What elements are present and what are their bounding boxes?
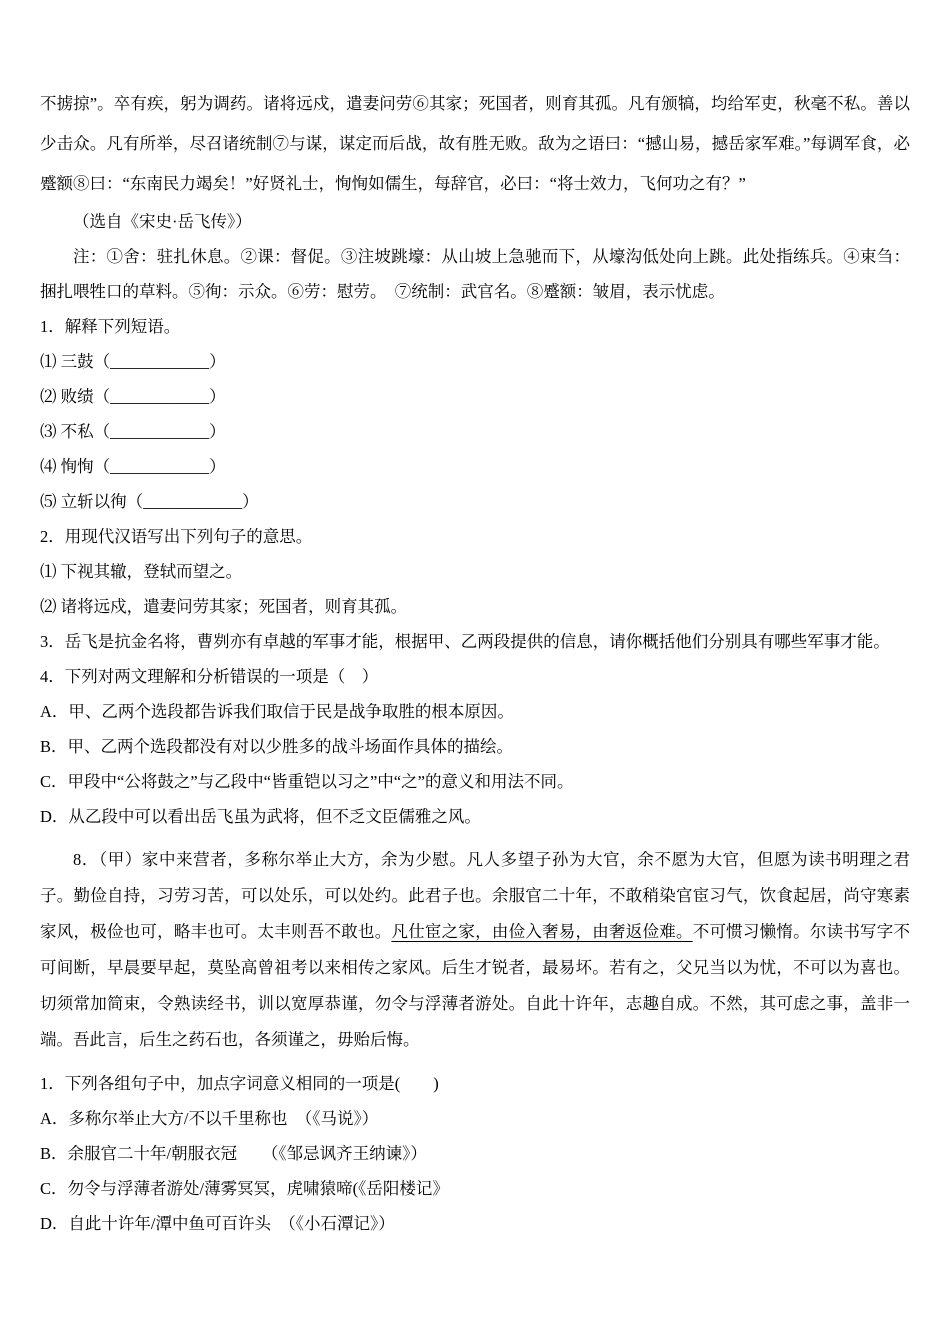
q1-blank-item-1 bbox=[40, 344, 910, 379]
text-run: 2．用现代汉语写出下列句子的意思。 bbox=[40, 527, 313, 546]
text-run: ⑶ 不私（____________） bbox=[40, 422, 226, 441]
q2-item-1 bbox=[40, 554, 910, 589]
passage-notes bbox=[40, 239, 910, 309]
text-run: 不掳掠”。卒有疾，躬为调药。诸将远戍，遣妻问劳⑥其家；死国者，则育其孤。凡有颁犒，均给军吏，秋毫不私。善以少击众。凡有所举，尽召诸统制⑦与谋，谋定而后战，故有胜无败。敌为之语曰：“撼山易，撼岳家军难。”每调军食，必蹙额⑧曰：“东南民力竭矣！”好贤礼士，恂恂如儒生，每辞官，必曰：“将士效力，飞何功之有？” bbox=[40, 94, 910, 193]
document-body bbox=[40, 84, 910, 1241]
text-run: B．余服官二十年/朝服衣冠 （《邹忌讽齐王纳谏》） bbox=[40, 1144, 427, 1163]
text-run: A．多称尔举止大方/不以千里称也 （《马说》） bbox=[40, 1109, 379, 1128]
passage-jia-continuation bbox=[40, 84, 910, 204]
text-run: 4．下列对两文理解和分析错误的一项是（ ） bbox=[40, 667, 379, 686]
q4-option-a bbox=[40, 694, 910, 729]
text-run: D．从乙段中可以看出岳飞虽为武将，但不乏文臣儒雅之风。 bbox=[40, 807, 481, 826]
text-run: A．甲、乙两个选段都告诉我们取信于民是战争取胜的根本原因。 bbox=[40, 702, 514, 721]
text-run: 不可惯习懒惰。尔读书写字不可间断，早晨要早起，莫坠高曾祖考以来相传之家风。后生才锐者，最易坏。若有之，父兄当以为忧，不可以为喜也。切须常加简束，令熟读经书，训以宽厚恭谨，勿令与浮薄者游处。自此十许年，志趣自成。不然，其可虑之事，盖非一端。吾此言，后生之药石也，各须谨之，毋贻后悔。 bbox=[40, 922, 911, 1049]
q4-option-d bbox=[40, 799, 910, 834]
q4-option-b bbox=[40, 729, 910, 764]
text-run: ⑴ 三鼓（____________） bbox=[40, 352, 226, 371]
text-run: 3．岳飞是抗金名将，曹刿亦有卓越的军事才能，根据甲、乙两段提供的信息，请你概括他们分别具有哪些军事才能。 bbox=[40, 632, 890, 651]
text-run: （选自《宋史·岳飞传》） bbox=[73, 212, 252, 231]
q1-blank-item-5 bbox=[40, 484, 910, 519]
text-run: ⑵ 败绩（____________） bbox=[40, 387, 226, 406]
q81-option-a bbox=[40, 1101, 910, 1136]
question-1 bbox=[40, 309, 910, 344]
q81-option-b bbox=[40, 1136, 910, 1171]
text-run: 1．解释下列短语。 bbox=[40, 317, 181, 336]
question-8-1 bbox=[40, 1066, 910, 1101]
underlined-text-run: 凡仕宦之家，由俭入奢易，由奢返俭难。 bbox=[391, 922, 693, 941]
q1-blank-item-4 bbox=[40, 449, 910, 484]
q81-option-c bbox=[40, 1171, 910, 1206]
text-run: ⑴ 下视其辙，登轼而望之。 bbox=[40, 562, 243, 581]
text-run: ⑵ 诸将远戍，遣妻问劳其家；死国者，则育其孤。 bbox=[40, 597, 408, 616]
q4-option-c bbox=[40, 764, 910, 799]
text-run: D．自此十许年/潭中鱼可百许头 （《小石潭记》） bbox=[40, 1214, 395, 1233]
text-run: C．甲段中“公将鼓之”与乙段中“皆重铠以习之”中“之”的意义和用法不同。 bbox=[40, 772, 574, 791]
q81-option-d bbox=[40, 1206, 910, 1241]
text-run: ⑸ 立斩以徇（____________） bbox=[40, 492, 259, 511]
source-attribution bbox=[40, 204, 910, 239]
text-run: C．勿令与浮薄者游处/薄雾冥冥，虎啸猿啼(《岳阳楼记》 bbox=[40, 1179, 449, 1198]
q1-blank-item-3 bbox=[40, 414, 910, 449]
question-3 bbox=[40, 624, 910, 659]
q1-blank-item-2 bbox=[40, 379, 910, 414]
question-2 bbox=[40, 519, 910, 554]
question-4 bbox=[40, 659, 910, 694]
q2-item-2 bbox=[40, 589, 910, 624]
text-run: ⑷ 恂恂（____________） bbox=[40, 457, 226, 476]
passage-8-jia bbox=[40, 842, 910, 1058]
text-run: 注：①舍：驻扎休息。②课：督促。③注坡跳壕：从山坡上急驰而下，从壕沟低处向上跳。此处指练兵。④束刍：捆扎喂牲口的草料。⑤徇：示众。⑥劳：慰劳。 ⑦统制：武官名。⑧蹙额：皱眉，表示忧虑。 bbox=[40, 247, 910, 301]
text-run: 1．下列各组句子中，加点字词意义相同的一项是( ) bbox=[40, 1074, 439, 1093]
text-run: B．甲、乙两个选段都没有对以少胜多的战斗场面作具体的描绘。 bbox=[40, 737, 514, 756]
text-run: 8．（甲）家中来营者，多称尔举止大方，余为少慰。凡人多望子孙为大官，余不愿为大官，但愿为读书明理之君子。勤俭自持，习劳习苦，可以处乐，可以处约。此君子也。余服官二十年，不敢稍染官宦习气，饮食起居，尚守寒素家风，极俭也可，略丰也可。太丰则吾不敢也。 bbox=[40, 850, 910, 941]
